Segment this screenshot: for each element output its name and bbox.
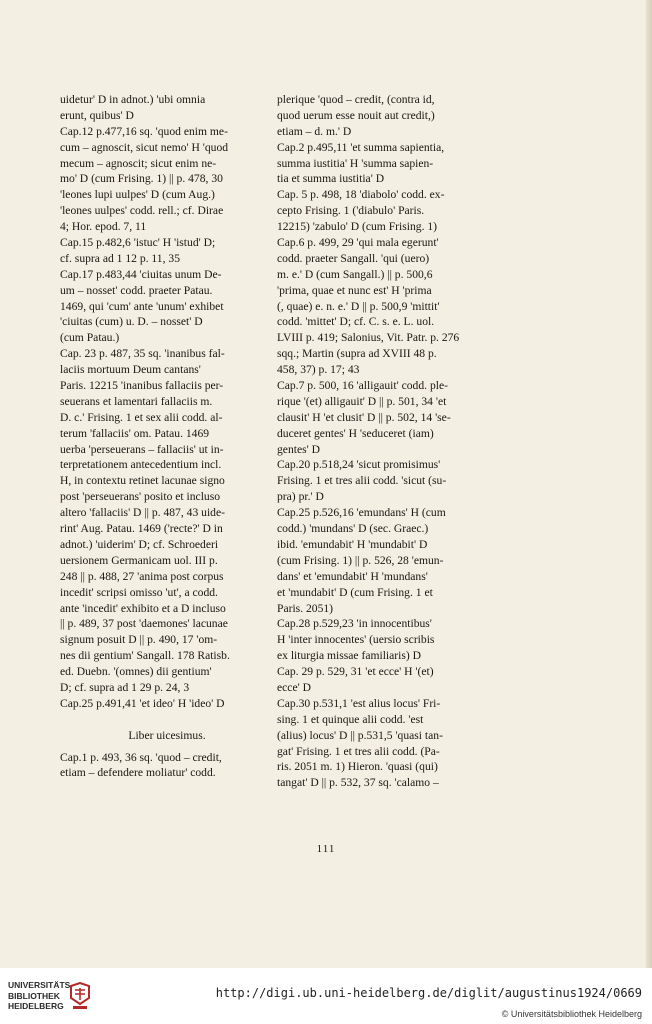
text-line: D; cf. supra ad 1 29 p. 24, 3 [60,680,190,694]
text-line: 248 || p. 488, 27 'anima post corpus [60,569,224,583]
text-line: rint' Aug. Patau. 1469 ('recte?' D in [60,522,223,536]
text-line: Cap.17 p.483,44 'ciuitas unum De- [60,267,222,281]
text-line: cum – agnoscit, sicut nemo' H 'quod [60,140,229,154]
text-line: Paris. 12215 'inanibus fallaciis per- [60,379,224,393]
text-line: terum 'fallaciis' om. Patau. 1469 [60,426,210,440]
text-line: Cap.7 p. 500, 16 'alligauit' codd. ple- [277,379,448,393]
text-line: (alius) locus' D || p.531,5 'quasi tan- [277,728,443,742]
text-line: ris. 2051 m. 1) Hieron. 'quasi (qui) [277,760,438,774]
text-line: 'ciuitas (cum) u. D. – nosset' D [60,315,203,329]
text-line: altero 'fallaciis' D || p. 487, 43 uide- [60,506,225,520]
text-line: signum posuit D || p. 490, 17 'om- [60,633,218,647]
text-line: nes dii gentium' Sangall. 178 Ratisb. [60,649,230,663]
text-line: ibid. 'emundabit' H 'mundabit' D [277,537,428,551]
text-line: ex liturgia missae familiaris) D [277,649,422,663]
text-line: H, in contextu retinet lacunae signo [60,474,225,488]
logo-line: UNIVERSITÄTS- [8,980,74,990]
logo-text [8,980,73,1012]
text-line: Cap.12 p.477,16 sq. 'quod enim me- [60,124,228,138]
text-line: uerba 'perseuerans – fallaciis' ut in- [60,442,224,456]
text-line: cepto Frising. 1 ('diabulo' Paris. [277,204,425,218]
text-line: Cap. 29 p. 529, 31 'et ecce' H '(et) [277,665,434,679]
text-line: Cap.30 p.531,1 'est alius locus' Fri- [277,696,441,710]
text-line: gat' Frising. 1 et tres alii codd. (Pa- [277,744,440,758]
text-line: ecce' D [277,680,311,694]
text-line: pra) pr.' D [277,490,324,504]
text-line: quod uerum esse nouit aut credit,) [277,108,435,122]
text-line: Paris. 2051) [277,601,334,615]
text-line: Cap. 23 p. 487, 35 sq. 'inanibus fal- [60,347,225,361]
text-line: plerique 'quod – credit, (contra id, [277,93,435,106]
text-line: 4; Hor. epod. 7, 11 [60,220,147,234]
text-line: uersionem Germanicam uol. III p. [60,553,218,567]
text-line: erunt, quibus' D [60,108,134,122]
library-crest-icon [68,982,92,1012]
text-line: tia et summa iustitia' D [277,172,385,186]
text-line: codd. 'mittet' D; cf. C. s. e. L. uol. [277,315,435,329]
text-line: um – nosset' codd. praeter Patau. [60,283,213,297]
text-line: mecum – agnoscit; sicut enim ne- [60,156,217,170]
text-line: (cum Patau.) [60,331,120,345]
viewer-footer [0,968,652,1024]
text-line: tangat' D || p. 532, 37 sq. 'calamo – [277,776,439,790]
text-line: Cap.6 p. 499, 29 'qui mala egerunt' [277,236,439,250]
text-line: Cap.25 p.491,41 'et ideo' H 'ideo' D [60,696,225,710]
text-line: H 'inter innocentes' (uersio scribis [277,633,435,647]
text-line: 'leones uulpes' codd. rell.; cf. Dirae [60,204,224,218]
text-line: codd. praeter Sangall. 'qui (uero) [277,251,430,265]
text-line: uidetur' D in adnot.) 'ubi omnia [60,93,206,106]
text-line: rique '(et) alligauit' D || p. 501, 34 'et [277,394,447,408]
text-line: mo' D (cum Frising. 1) || p. 478, 30 [60,172,223,186]
text-line: summa iustitia' H 'summa sapien- [277,156,434,170]
text-line: m. e.' D (cum Sangall.) || p. 500,6 [277,267,433,281]
text-line: 'leones lupi uulpes' D (cum Aug.) [60,188,215,202]
text-line: et 'mundabit' D (cum Frising. 1 et [277,585,433,599]
right-column [277,92,491,791]
text-line: Cap.25 p.526,16 'emundans' H (cum [277,506,446,520]
text-line: Cap.20 p.518,24 'sicut promisimus' [277,458,441,472]
text-line: 1469, qui 'cum' ante 'unum' exhibet [60,299,224,313]
text-line: ante 'incedit' exhibito et a D incluso [60,601,226,615]
section-heading: Liber uicesimus. [128,728,206,742]
text-line: (, quae) e. n. e.' D || p. 500,9 'mittit' [277,299,440,313]
text-line: Cap.1 p. 493, 36 sq. 'quod – credit, [60,750,222,764]
text-line: Cap. 5 p. 498, 18 'diabolo' codd. ex- [277,188,445,202]
text-line: || p. 489, 37 post 'daemones' lacunae [60,617,228,631]
text-line: sqq.; Martin (supra ad XVIII 48 p. [277,347,437,361]
copyright-notice: © Universitätsbibliothek Heidelberg [501,1009,642,1019]
text-line: sing. 1 et quinque alii codd. 'est [277,712,424,726]
text-line: codd.) 'mundans' D (sec. Graec.) [277,522,429,536]
text-line: cf. supra ad 1 12 p. 11, 35 [60,251,180,265]
text-line: Cap.15 p.482,6 'istuc' H 'istud' D; [60,236,216,250]
text-line: 12215) 'zabulo' D (cum Frising. 1) [277,220,438,234]
text-line: post 'perseuerans' posito et incluso [60,490,221,504]
folio-number: 111 [316,843,336,855]
text-line: laciis mortuum Deum cantans' [60,363,201,377]
text-line: gentes' D [277,442,320,456]
text-line: ed. Duebn. '(omnes) dii gentium' [60,665,212,679]
text-line: D. c.' Frising. 1 et sex alii codd. al- [60,410,223,424]
text-line: dans' et 'emundabit' H 'mundans' [277,569,428,583]
library-logo[interactable] [8,980,88,1016]
logo-line: HEIDELBERG [8,1001,64,1011]
text-line: Cap.2 p.495,11 'et summa sapientia, [277,140,445,154]
text-line: seuerans et lamentari fallaciis m. [60,394,213,408]
text-line: LVIII p. 419; Salonius, Vit. Patr. p. 276 [277,331,460,345]
text-line: 'prima, quae et nunc est' H 'prima [277,283,432,297]
text-line: Cap.28 p.529,23 'in innocentibus' [277,617,432,631]
left-column [60,92,274,781]
text-line: adnot.) 'uiderim' D; cf. Schroederi [60,537,219,551]
text-line: clausit' H 'et clusit' D || p. 502, 14 'se- [277,410,451,424]
text-line: (cum Frising. 1) || p. 526, 28 'emun- [277,553,444,567]
line-spacer [60,712,274,728]
page-edge [646,0,652,968]
logo-line: BIBLIOTHEK [8,990,60,1001]
text-line: etiam – defendere moliatur' codd. [60,766,216,780]
text-line: 458, 37) p. 17; 43 [277,363,360,377]
text-line: etiam – d. m.' D [277,124,352,138]
text-line: Frising. 1 et tres alii codd. 'sicut (su- [277,474,447,488]
page-url[interactable]: http://digi.ub.uni-heidelberg.de/diglit/augustinus1924/0669 [215,986,642,1000]
text-line: duceret gentes' H 'seduceret (iam) [277,426,434,440]
text-line: incedit' scripsi omisso 'ut', a codd. [60,585,218,599]
text-line: terpretationem antecedentium incl. [60,458,222,472]
